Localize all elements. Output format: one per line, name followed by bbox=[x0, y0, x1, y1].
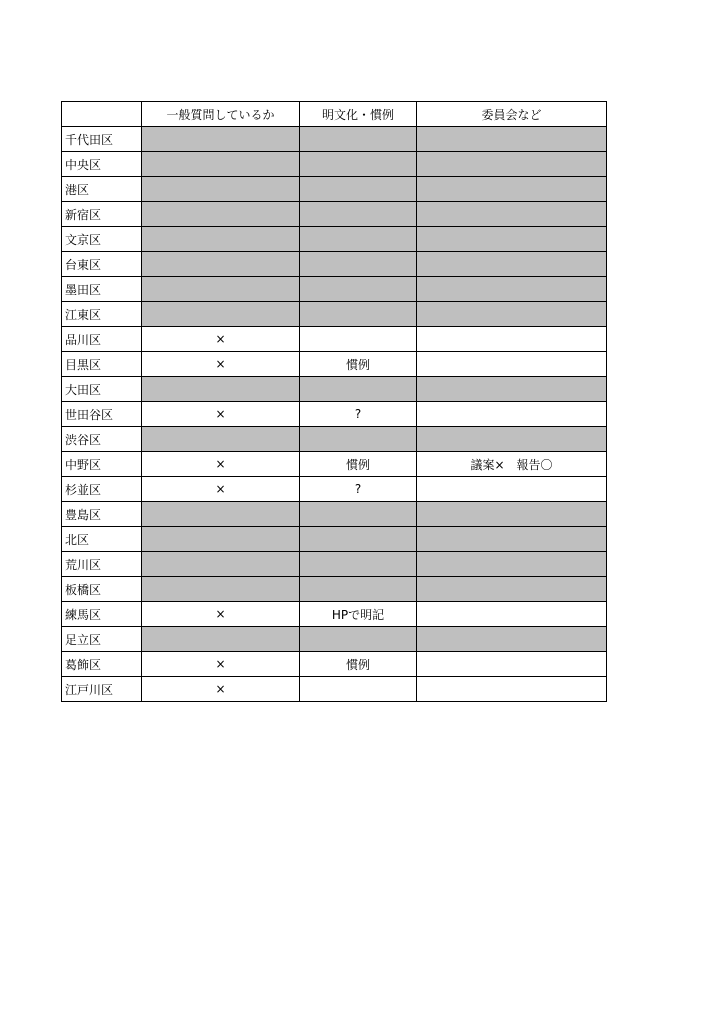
cell-codified-custom bbox=[300, 327, 417, 352]
cell-committee bbox=[417, 527, 607, 552]
cell-ward-name: 文京区 bbox=[62, 227, 142, 252]
table-row bbox=[62, 302, 607, 327]
cell-codified-custom: ? bbox=[300, 477, 417, 502]
table-row bbox=[62, 427, 607, 452]
cell-general-question: × bbox=[142, 677, 300, 702]
table-row bbox=[62, 127, 607, 152]
cell-codified-custom bbox=[300, 227, 417, 252]
table-row bbox=[62, 602, 607, 627]
cell-ward-name: 台東区 bbox=[62, 252, 142, 277]
cell-ward-name: 渋谷区 bbox=[62, 427, 142, 452]
cell-codified-custom bbox=[300, 627, 417, 652]
table-row bbox=[62, 202, 607, 227]
cell-committee bbox=[417, 377, 607, 402]
header-row bbox=[62, 102, 607, 127]
cell-general-question bbox=[142, 502, 300, 527]
cell-general-question bbox=[142, 227, 300, 252]
table-row bbox=[62, 152, 607, 177]
cell-committee bbox=[417, 427, 607, 452]
cell-codified-custom: HPで明記 bbox=[300, 602, 417, 627]
table-row bbox=[62, 502, 607, 527]
table-row bbox=[62, 252, 607, 277]
cell-ward-name: 板橋区 bbox=[62, 577, 142, 602]
cell-general-question: × bbox=[142, 352, 300, 377]
table-row bbox=[62, 352, 607, 377]
cell-committee bbox=[417, 277, 607, 302]
table-row bbox=[62, 452, 607, 477]
cell-codified-custom bbox=[300, 177, 417, 202]
table-row bbox=[62, 552, 607, 577]
cell-ward-name: 足立区 bbox=[62, 627, 142, 652]
cell-general-question: × bbox=[142, 327, 300, 352]
cell-general-question bbox=[142, 377, 300, 402]
cell-ward-name: 江東区 bbox=[62, 302, 142, 327]
table-row bbox=[62, 227, 607, 252]
cell-codified-custom bbox=[300, 377, 417, 402]
cell-general-question bbox=[142, 252, 300, 277]
cell-codified-custom bbox=[300, 527, 417, 552]
cell-ward-name: 江戸川区 bbox=[62, 677, 142, 702]
cell-ward-name: 港区 bbox=[62, 177, 142, 202]
cell-codified-custom: 慣例 bbox=[300, 352, 417, 377]
cell-general-question bbox=[142, 577, 300, 602]
cell-ward-name: 中央区 bbox=[62, 152, 142, 177]
cell-ward-name: 目黒区 bbox=[62, 352, 142, 377]
table-row bbox=[62, 652, 607, 677]
cell-codified-custom bbox=[300, 502, 417, 527]
cell-general-question: × bbox=[142, 602, 300, 627]
cell-ward-name: 品川区 bbox=[62, 327, 142, 352]
cell-committee bbox=[417, 202, 607, 227]
cell-ward-name: 墨田区 bbox=[62, 277, 142, 302]
cell-committee bbox=[417, 302, 607, 327]
cell-codified-custom: 慣例 bbox=[300, 452, 417, 477]
cell-committee bbox=[417, 627, 607, 652]
cell-general-question bbox=[142, 552, 300, 577]
cell-committee bbox=[417, 227, 607, 252]
table-row bbox=[62, 277, 607, 302]
cell-ward-name: 葛飾区 bbox=[62, 652, 142, 677]
cell-ward-name: 杉並区 bbox=[62, 477, 142, 502]
cell-general-question: × bbox=[142, 402, 300, 427]
cell-committee bbox=[417, 502, 607, 527]
cell-committee bbox=[417, 402, 607, 427]
table-row bbox=[62, 377, 607, 402]
table-header bbox=[62, 102, 607, 127]
cell-ward-name: 北区 bbox=[62, 527, 142, 552]
cell-committee bbox=[417, 177, 607, 202]
cell-committee bbox=[417, 152, 607, 177]
cell-general-question bbox=[142, 152, 300, 177]
cell-general-question bbox=[142, 177, 300, 202]
header-cell-ward bbox=[62, 102, 142, 127]
cell-general-question bbox=[142, 427, 300, 452]
cell-committee bbox=[417, 602, 607, 627]
cell-codified-custom bbox=[300, 252, 417, 277]
cell-codified-custom: ? bbox=[300, 402, 417, 427]
cell-general-question bbox=[142, 527, 300, 552]
cell-general-question bbox=[142, 202, 300, 227]
header-cell-general-question: 一般質問しているか bbox=[142, 102, 300, 127]
cell-codified-custom bbox=[300, 277, 417, 302]
cell-general-question bbox=[142, 277, 300, 302]
cell-ward-name: 豊島区 bbox=[62, 502, 142, 527]
cell-ward-name: 中野区 bbox=[62, 452, 142, 477]
cell-codified-custom bbox=[300, 427, 417, 452]
cell-ward-name: 練馬区 bbox=[62, 602, 142, 627]
table-row bbox=[62, 527, 607, 552]
cell-committee bbox=[417, 127, 607, 152]
table-row bbox=[62, 677, 607, 702]
cell-committee: 議案× 報告〇 bbox=[417, 452, 607, 477]
cell-committee bbox=[417, 352, 607, 377]
cell-general-question: × bbox=[142, 452, 300, 477]
cell-ward-name: 世田谷区 bbox=[62, 402, 142, 427]
cell-codified-custom bbox=[300, 302, 417, 327]
cell-committee bbox=[417, 677, 607, 702]
cell-codified-custom bbox=[300, 577, 417, 602]
cell-ward-name: 千代田区 bbox=[62, 127, 142, 152]
cell-general-question bbox=[142, 627, 300, 652]
cell-general-question bbox=[142, 127, 300, 152]
table-row bbox=[62, 177, 607, 202]
cell-codified-custom bbox=[300, 677, 417, 702]
header-cell-committee: 委員会など bbox=[417, 102, 607, 127]
cell-committee bbox=[417, 252, 607, 277]
table-row bbox=[62, 577, 607, 602]
ward-survey-table bbox=[61, 101, 607, 702]
cell-codified-custom bbox=[300, 152, 417, 177]
table-row bbox=[62, 402, 607, 427]
table-row bbox=[62, 477, 607, 502]
cell-codified-custom bbox=[300, 552, 417, 577]
table-row bbox=[62, 627, 607, 652]
table-body bbox=[62, 127, 607, 702]
cell-codified-custom bbox=[300, 127, 417, 152]
cell-committee bbox=[417, 477, 607, 502]
cell-committee bbox=[417, 652, 607, 677]
cell-ward-name: 新宿区 bbox=[62, 202, 142, 227]
cell-general-question: × bbox=[142, 652, 300, 677]
table-row bbox=[62, 327, 607, 352]
cell-committee bbox=[417, 327, 607, 352]
cell-codified-custom: 慣例 bbox=[300, 652, 417, 677]
cell-general-question: × bbox=[142, 477, 300, 502]
header-cell-codified-custom: 明文化・慣例 bbox=[300, 102, 417, 127]
cell-committee bbox=[417, 552, 607, 577]
cell-ward-name: 大田区 bbox=[62, 377, 142, 402]
cell-ward-name: 荒川区 bbox=[62, 552, 142, 577]
cell-committee bbox=[417, 577, 607, 602]
cell-codified-custom bbox=[300, 202, 417, 227]
cell-general-question bbox=[142, 302, 300, 327]
